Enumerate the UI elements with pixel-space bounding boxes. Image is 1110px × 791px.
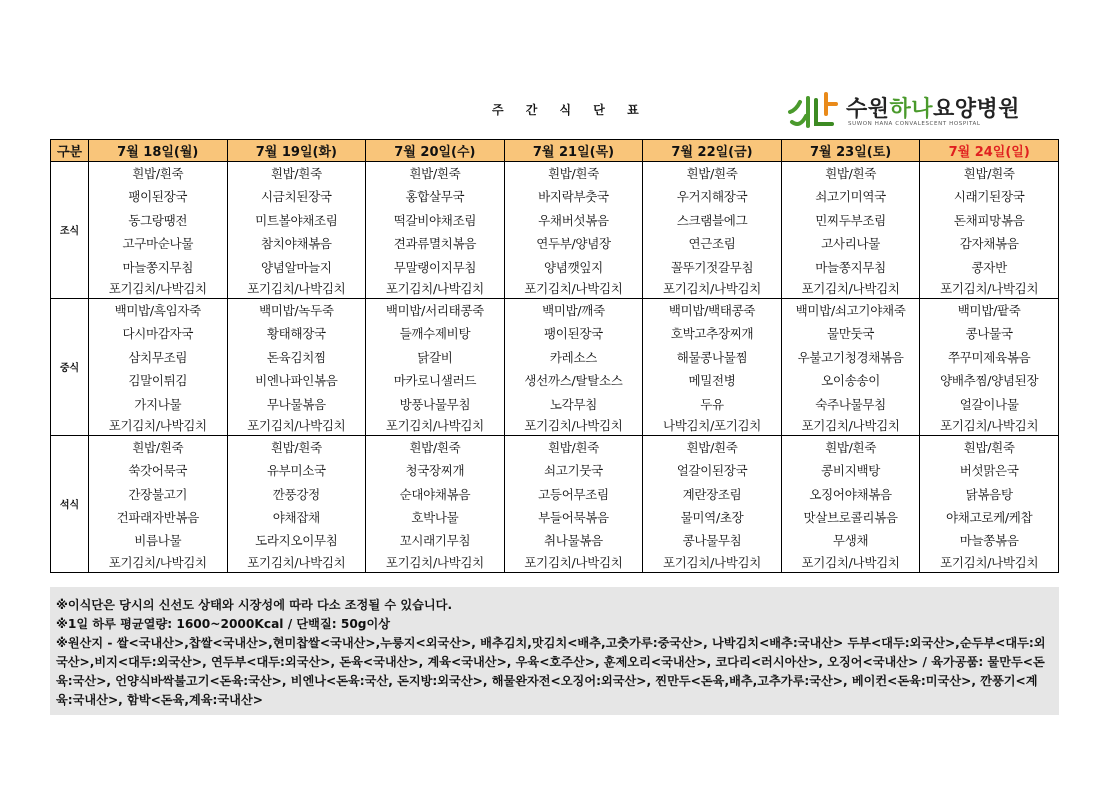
menu-cell (504, 162, 643, 299)
dish-item: 백미밥/깨죽 (542, 302, 605, 318)
dish-item: 흰밥/흰죽 (686, 439, 738, 455)
dish-item: 비엔나파인볶음 (255, 373, 338, 389)
dish-item: 연두부/양념장 (536, 236, 611, 252)
dish-item: 닭갈비 (417, 349, 453, 365)
menu-cell (89, 298, 228, 435)
note-line: ※원산지 - 쌀<국내산>,찹쌀<국내산>,현미찹쌀<국내산>,누룽지<외국산>, 배추김치,맛김치<배추,고춧가루:중국산>, 나박김치<배추:국내산> 두부<대두:외국산>,순두부<대두:외국산>,비지<대두:외국산>, 연두부<대두:외국산>, 돈육<국내산>, 계육<국내산>, 우육<호주산>, 훈제오리<국내산>, 코다리<러시아산>, 오징어<국내산> / 육가공품: 물만두<돈육:국산>, 언양식바싹불고기<돈육:국산>, 비엔나<돈육:국산, 돈지방:외국산>, 해물완자전<오징어:외국산>, 찐만두<돈육,배추,고추가루:국산>, 베이컨<돈육:미국산>, 깐풍기<계육:국내산>, 함박<돈육,계육:국내산> (56, 636, 1046, 707)
dish-item: 김말이튀김 (128, 373, 188, 389)
dish-item: 호박고추장찌개 (670, 326, 754, 342)
dish-item: 쑥갓어묵국 (128, 463, 188, 479)
dish-item: 무생채 (832, 533, 869, 549)
dish-item: 부들어묵볶음 (538, 510, 609, 526)
dish-item: 감자채볶음 (959, 236, 1019, 252)
dish-item: 두유 (700, 396, 724, 412)
menu-cell (643, 162, 782, 299)
dish-item: 물만둣국 (827, 326, 875, 342)
dish-item: 오징어야채볶음 (809, 486, 892, 502)
menu-cell (504, 298, 643, 435)
dish-item: 백미밥/백태콩죽 (668, 302, 756, 318)
menu-cell (920, 435, 1059, 572)
dish-item: 버섯맑은국 (959, 463, 1019, 479)
dish-item: 간장불고기 (128, 486, 188, 502)
dish-item: 흰밥/흰죽 (270, 439, 322, 455)
dish-item: 흰밥/흰죽 (825, 439, 877, 455)
dish-item: 계란장조림 (682, 486, 742, 502)
dish-item: 청국장찌개 (405, 463, 465, 479)
dish-item: 꼬시래기무침 (399, 533, 471, 549)
weekly-menu-table (50, 139, 1059, 573)
meal-row (51, 298, 1059, 435)
dish-item: 백미밥/서리태콩죽 (385, 302, 484, 318)
menu-cell (781, 435, 920, 572)
dish-item: 백미밥/흑임자죽 (114, 302, 201, 318)
dish-item: 포기김치/나박김치 (524, 417, 623, 433)
dish-item: 고구마순나물 (122, 236, 194, 252)
meal-row (51, 435, 1059, 572)
dish-item: 미트볼야채조림 (255, 212, 338, 228)
notes-box (50, 587, 1059, 715)
dish-item: 포기김치/나박김치 (108, 280, 207, 296)
dish-item: 고사리나물 (821, 236, 881, 252)
dish-item: 닭볶음탕 (965, 486, 1013, 502)
menu-cell (89, 435, 228, 572)
dish-item: 꼴뚜기젓갈무침 (670, 259, 754, 275)
dish-item: 홍합살무국 (405, 189, 465, 205)
hospital-name: 수원하나요양병원 (846, 97, 1021, 122)
dish-item: 삼치무조림 (128, 349, 188, 365)
dish-item: 쇠고기뭇국 (544, 463, 603, 479)
menu-cell (89, 162, 228, 299)
dish-item: 야채고로케/케찹 (946, 510, 1033, 526)
dish-item: 포기김치/나박김치 (940, 417, 1039, 433)
dish-item: 숙주나물무침 (815, 396, 886, 412)
menu-cell (643, 435, 782, 572)
dish-item: 비름나물 (134, 533, 182, 549)
dish-item: 깐풍강정 (272, 486, 320, 502)
dish-item: 들깨수제비탕 (399, 326, 471, 342)
dish-item: 다시마감자국 (122, 326, 194, 342)
dish-item: 마늘쫑지무침 (122, 259, 194, 275)
dish-item: 바지락부춧국 (538, 189, 609, 205)
menu-cell (227, 435, 366, 572)
dish-item: 고등어무조림 (538, 486, 609, 502)
menu-cell (366, 435, 505, 572)
hospital-logo (786, 90, 1046, 132)
dish-item: 흰밥/흰죽 (132, 439, 184, 455)
day-header: 7월 18일(월) (89, 140, 228, 162)
dish-item: 콩자반 (971, 259, 1007, 275)
dish-item: 포기김치/나박김치 (385, 280, 484, 296)
dish-item: 팽이된장국 (128, 189, 188, 205)
menu-cell (227, 162, 366, 299)
dish-item: 쇠고기미역국 (815, 189, 886, 205)
dish-item: 노각무침 (549, 396, 598, 412)
dish-item: 흰밥/흰죽 (963, 439, 1015, 455)
dish-item: 백미밥/녹두죽 (259, 302, 334, 318)
dish-item: 포기김치/나박김치 (247, 417, 346, 433)
dish-item: 흰밥/흰죽 (409, 439, 461, 455)
dish-item: 포기김치/나박김치 (940, 554, 1039, 570)
day-header: 7월 19일(화) (227, 140, 366, 162)
menu-cell (366, 162, 505, 299)
dish-item: 포기김치/나박김치 (662, 554, 762, 570)
dish-item: 포기김치/나박김치 (524, 554, 623, 570)
dish-item: 동그랑땡전 (128, 212, 188, 228)
dish-item: 마카로니샐러드 (393, 373, 477, 389)
dish-item: 포기김치/나박김치 (940, 280, 1039, 296)
dish-item: 흰밥/흰죽 (963, 166, 1015, 181)
day-header: 7월 24일(일) (920, 140, 1059, 162)
dish-item: 얼갈이된장국 (676, 463, 748, 479)
day-header: 7월 22일(금) (643, 140, 782, 162)
dish-item: 방풍나물무침 (399, 396, 471, 412)
dish-item: 떡갈비야채조림 (393, 212, 477, 228)
meal-label: 석식 (51, 435, 89, 572)
dish-item: 흰밥/흰죽 (132, 166, 184, 181)
dish-item: 도라지오이무침 (255, 533, 338, 549)
dish-item: 포기김치/나박김치 (801, 280, 900, 296)
dish-item: 우불고기청경채볶음 (797, 349, 904, 365)
day-header: 7월 23일(토) (781, 140, 920, 162)
menu-cell (366, 298, 505, 435)
dish-item: 취나물볶음 (544, 533, 603, 549)
dish-item: 포기김치/나박김치 (247, 280, 346, 296)
dish-item: 백미밥/쇠고기야채죽 (795, 302, 906, 318)
dish-item: 순대야채볶음 (399, 486, 471, 502)
dish-item: 가지나물 (134, 396, 182, 412)
dish-item: 우채버섯볶음 (538, 212, 609, 228)
page-title: 주 간 식 단 표 (492, 103, 648, 117)
corner-label: 구분 (51, 140, 89, 162)
menu-cell (920, 298, 1059, 435)
dish-item: 참치야채볶음 (261, 236, 332, 252)
dish-item: 마늘쫑지무침 (815, 259, 886, 275)
dish-item: 카레소스 (549, 349, 598, 365)
dish-item: 무말랭이지무침 (393, 259, 477, 275)
menu-cell (920, 162, 1059, 299)
meal-label: 중식 (51, 298, 89, 435)
day-header: 7월 20일(수) (366, 140, 505, 162)
dish-item: 콩나물국 (965, 326, 1013, 342)
menu-cell (504, 435, 643, 572)
dish-item: 돈육김치찜 (266, 349, 326, 365)
dish-item: 흰밥/흰죽 (409, 166, 461, 181)
dish-item: 연근조림 (688, 236, 736, 252)
dish-item: 쭈꾸미제육볶음 (947, 349, 1031, 365)
dish-item: 황태해장국 (266, 326, 326, 342)
note-line: ※1일 하루 평균열량: 1600~2000Kcal / 단백질: 50g이상 (56, 617, 391, 631)
dish-item: 생선까스/탈탈소스 (524, 373, 623, 389)
dish-item: 메밀전병 (688, 373, 736, 389)
dish-item: 돈채피망볶음 (953, 212, 1025, 228)
dish-item: 무나물볶음 (266, 396, 326, 412)
dish-item: 양념알마늘지 (261, 259, 332, 275)
dish-item: 마늘쫑볶음 (959, 533, 1019, 549)
dish-item: 오이송송이 (821, 373, 881, 389)
dish-item: 우거지해장국 (676, 189, 748, 205)
dish-item: 양념깻잎지 (544, 259, 603, 275)
dish-item: 흰밥/흰죽 (270, 166, 322, 181)
dish-item: 콩나물무침 (682, 533, 742, 549)
dish-item: 민찌두부조림 (815, 212, 886, 228)
dish-item: 유부미소국 (266, 463, 326, 479)
hospital-logo-icon (786, 90, 842, 130)
dish-item: 해물콩나물찜 (676, 349, 748, 365)
dish-item: 얼갈이나물 (959, 396, 1019, 412)
dish-item: 스크램블에그 (676, 212, 748, 228)
dish-item: 맛살브로콜리볶음 (803, 510, 898, 526)
dish-item: 포기김치/나박김치 (385, 554, 484, 570)
meal-row (51, 162, 1059, 299)
dish-item: 포기김치/나박김치 (801, 554, 900, 570)
dish-item: 포기김치/나박김치 (524, 280, 623, 296)
hospital-name-english: SUWON HANA CONVALESCENT HOSPITAL (848, 121, 981, 127)
dish-item: 호박나물 (411, 510, 459, 526)
dish-item: 팽이된장국 (544, 326, 603, 342)
dish-item: 나박김치/포기김치 (662, 417, 762, 433)
day-header-row (51, 140, 1059, 162)
menu-cell (643, 298, 782, 435)
dish-item: 백미밥/팥죽 (957, 302, 1021, 318)
meal-label: 조식 (51, 162, 89, 299)
dish-item: 흰밥/흰죽 (547, 439, 599, 455)
dish-item: 흰밥/흰죽 (547, 166, 599, 181)
dish-item: 양배추찜/양념된장 (940, 373, 1039, 389)
dish-item: 콩비지백탕 (821, 463, 881, 479)
day-header: 7월 21일(목) (504, 140, 643, 162)
dish-item: 견과류멸치볶음 (393, 236, 477, 252)
dish-item: 흰밥/흰죽 (825, 166, 877, 181)
note-line: ※이식단은 당시의 신선도 상태와 시장성에 따라 다소 조정될 수 있습니다. (56, 598, 453, 612)
dish-item: 물미역/초장 (680, 510, 744, 526)
dish-item: 흰밥/흰죽 (686, 166, 738, 181)
dish-item: 시금치된장국 (261, 189, 332, 205)
menu-cell (781, 162, 920, 299)
dish-item: 포기김치/나박김치 (385, 417, 484, 433)
dish-item: 시래기된장국 (953, 189, 1025, 205)
dish-item: 야채잡채 (272, 510, 320, 526)
dish-item: 포기김치/나박김치 (801, 417, 900, 433)
menu-cell (227, 298, 366, 435)
dish-item: 포기김치/나박김치 (247, 554, 346, 570)
dish-item: 포기김치/나박김치 (662, 280, 762, 296)
dish-item: 건파래자반볶음 (116, 510, 199, 526)
dish-item: 포기김치/나박김치 (108, 554, 207, 570)
menu-cell (781, 298, 920, 435)
dish-item: 포기김치/나박김치 (108, 417, 207, 433)
